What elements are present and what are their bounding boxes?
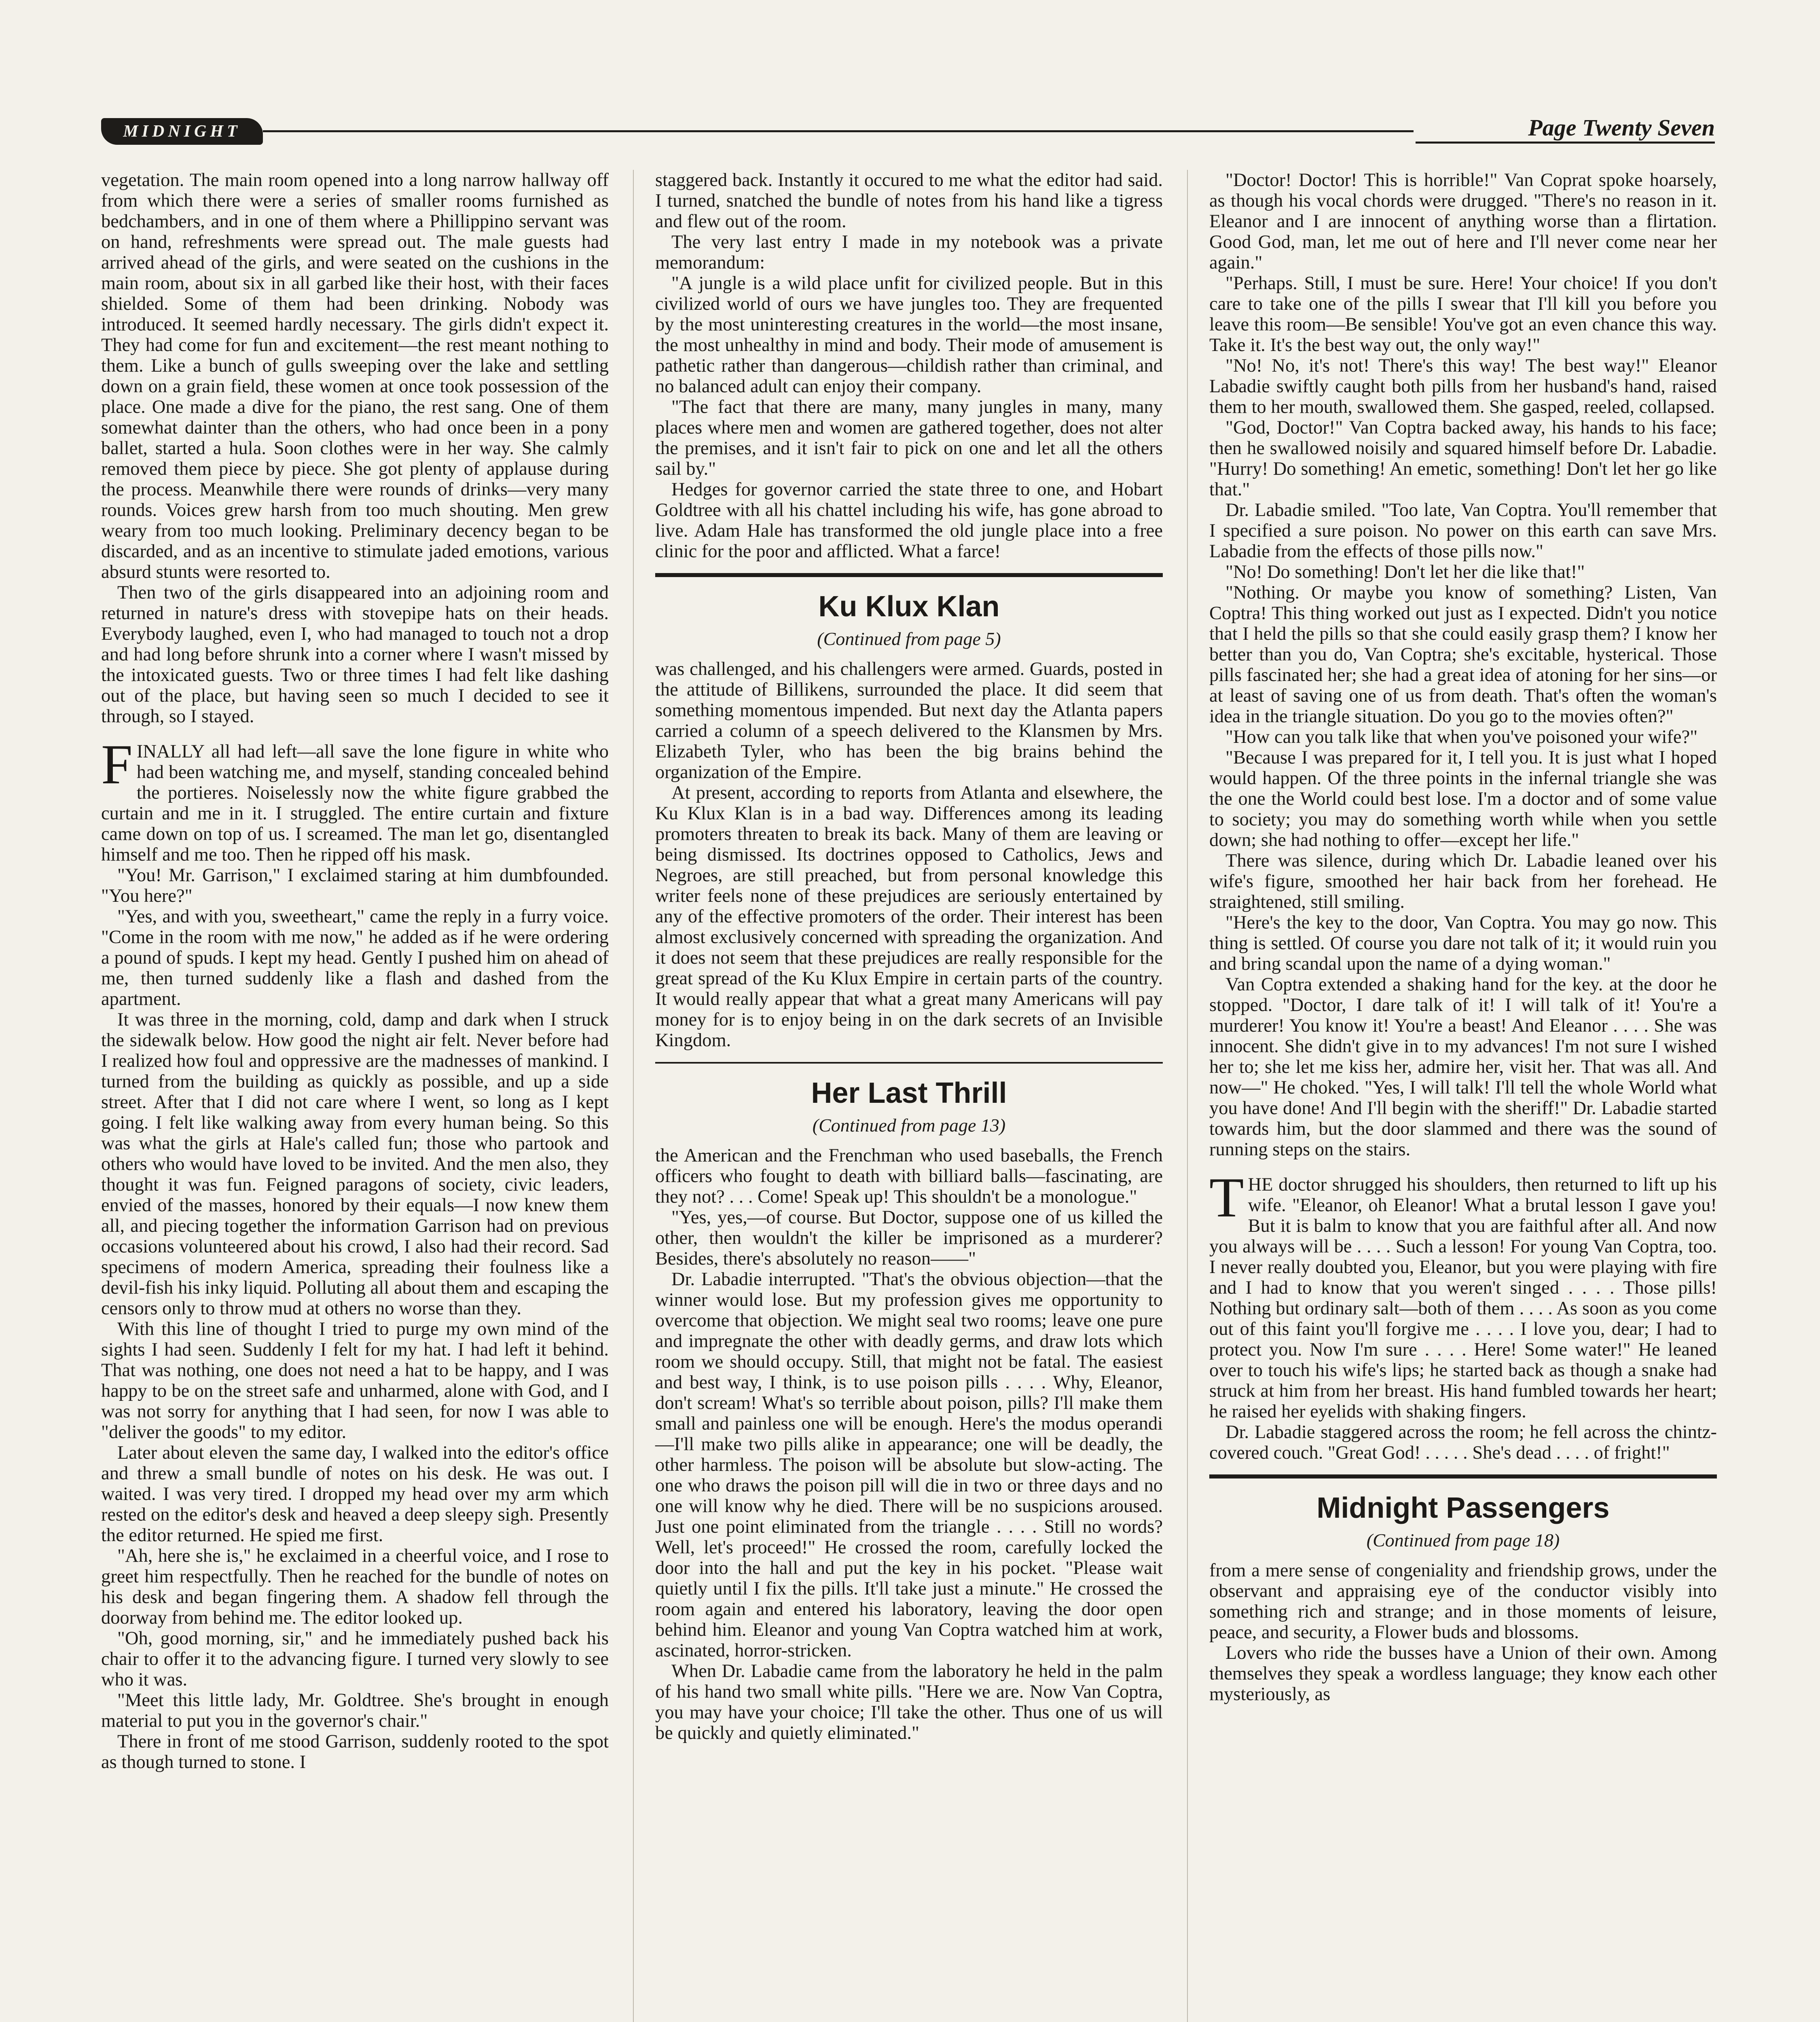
- column-divider: [1187, 170, 1188, 2022]
- paragraph: With this line of thought I tried to purge my own mind of the sights I had seen. Suddenly I felt for my hat. I had left it behind. That was nothing, one does not need a hat to be happy, and I was happy to be on the street safe and unharmed, alone with God, and I was not sorry for anything that I had seen, for now I was able to "deliver the goods" to my editor.: [101, 1319, 609, 1442]
- paragraph: Then two of the girls disappeared into an adjoining room and returned in nature's dress with stovepipe hats on their heads. Everybody laughed, even I, who had managed to touch not a drop and had long before shrunk into a corner where I wasn't missed by the intoxicated guests. Two or three times I had felt like dashing out of the place, but having seen so much I decided to see it through, so I stayed.: [101, 582, 609, 727]
- header-rule: [263, 130, 1414, 132]
- paragraph: "Meet this little lady, Mr. Goldtree. She's brought in enough material to put you in the governor's chair.": [101, 1690, 609, 1731]
- paragraph: "A jungle is a wild place unfit for civilized people. But in this civilized world of ours we have jungles too. They are frequented by the most uninteresting creatures in the world—the most insane, the most unhealthy in mind and body. Their mode of amusement is pathetic rather than dangerous—childish rather than criminal, and no balanced adult can enjoy their company.: [655, 273, 1163, 397]
- paragraph: There in front of me stood Garrison, suddenly rooted to the spot as though turned to stone. I: [101, 1731, 609, 1772]
- section-title-ku-klux-klan: Ku Klux Klan: [818, 590, 1000, 623]
- section-rule: [1209, 1474, 1717, 1478]
- paragraph: "Ah, here she is," he exclaimed in a cheerful voice, and I rose to greet him respectfully. Then he reached for the bundle of notes on his desk and began fingering them. A shadow fell through the doorway from behind me. The editor looked up.: [101, 1546, 609, 1628]
- column-1: [101, 170, 609, 1772]
- paragraph: Dr. Labadie interrupted. "That's the obvious objection—that the winner would lose. But my profession gives me opportunity to overcome that objection. We might seal two rooms; leave one pure and impregnate the other with deadly germs, and draw lots which room we should occupy. Still, that might not be fatal. The easiest and best way, I think, is to use poison pills . . . . Why, Eleanor, don't scream! What's so terrible about poison, pills? I'll make them small and painless one will be enough. Here's the modus operandi—I'll make two pills alike in appearance; one will be deadly, the other harmless. The poison will be absolute but slow-acting. The one who draws the poison pill will die in two or three days and no one will know why he died. There will be no suspicions aroused. Just one point eliminated from the triangle . . . . Still no words? Well, let's proceed!" He crossed the room, carefully locked the door into the hall and put the key in his pocket. "Please wait quietly until I fix the pills. It'll take just a minute." He crossed the room again and entered his laboratory, leaving the door open behind him. Eleanor and young Van Coptra watched him at work, ascinated, horror-stricken.: [655, 1269, 1163, 1661]
- paragraph: "The fact that there are many, many jungles in many, many places where men and women are gathered together, does not alter the premises, and it isn't fair to pick on one and let all the others sail by.": [655, 397, 1163, 479]
- masthead-title: MIDNIGHT: [123, 122, 241, 141]
- section-title-midnight-passengers: Midnight Passengers: [1316, 1492, 1610, 1524]
- paragraph: Lovers who ride the busses have a Union of their own. Among themselves they speak a wordless language; they know each other mysteriously, as: [1209, 1643, 1717, 1705]
- paragraph: "How can you talk like that when you've poisoned your wife?": [1225, 727, 1698, 747]
- paragraph: Dr. Labadie staggered across the room; he fell across the chintz-covered couch. "Great God! . . . . . She's dead . . . . of fright!": [1209, 1422, 1717, 1463]
- page-number-underline: [1416, 142, 1715, 144]
- paragraph: "Perhaps. Still, I must be sure. Here! Your choice! If you don't care to take one of the pills I swear that I'll kill you before you leave this room—Be sensible! You've got an even chance this way. Take it. It's the best way out, the only way!": [1209, 273, 1717, 355]
- section-title-her-last-thrill: Her Last Thrill: [811, 1077, 1007, 1109]
- section-rule: [655, 1062, 1163, 1064]
- paragraph: The very last entry I made in my notebook was a private memorandum:: [655, 232, 1163, 273]
- paragraph: "God, Doctor!" Van Coptra backed away, his hands to his face; then he swallowed noisily and squared himself before Dr. Labadie. "Hurry! Do something! An emetic, something! Don't let her go like that.": [1209, 417, 1717, 500]
- paragraph: There was silence, during which Dr. Labadie leaned over his wife's figure, smoothed her hair back from her forehead. He straightened, still smiling.: [1209, 850, 1717, 912]
- paragraph: "Oh, good morning, sir," and he immediately pushed back his chair to offer it to the advancing figure. I turned very slowly to see who it was.: [101, 1628, 609, 1690]
- paragraph: "Yes, yes,—of course. But Doctor, suppose one of us killed the other, then wouldn't the killer be imprisoned as a murderer? Besides, there's absolutely no reason——": [655, 1207, 1163, 1269]
- paragraph: At present, according to reports from Atlanta and elsewhere, the Ku Klux Klan is in a bad way. Differences among its leading promoters threaten to break its back. Many of them are leaving or being dismissed. Its doctrines opposed to Catholics, Jews and Negroes, are still preached, but from personal knowledge this writer feels none of these prejudices are seriously entertained by any of the effective promoters of the order. Their interest has been almost exclusively concerned with spreading the organization. And it does not seem that these prejudices are really responsible for the great spread of the Ku Klux Empire in certain parts of the country. It would really appear that what a great many Americans will pay money for is to enjoy being in on the dark secrets of an Invisible Kingdom.: [655, 783, 1163, 1051]
- page-number: Page Twenty Seven: [1528, 114, 1715, 141]
- paragraph: staggered back. Instantly it occured to me what the editor had said. I turned, snatched the bundle of notes from his hand like a tigress and flew out of the room.: [655, 170, 1163, 232]
- paragraph: "Yes, and with you, sweetheart," came the reply in a furry voice. "Come in the room with me now," he added as if he were ordering a pound of spuds. I kept my head. Gently I pushed him on ahead of me, then turned suddenly like a flash and dashed from the apartment.: [101, 906, 609, 1009]
- column-3: [1209, 170, 1717, 1705]
- paragraph: "Nothing. Or maybe you know of something? Listen, Van Coptra! This thing worked out just as I expected. Didn't you notice that I held the pills so that she could easily grasp them? I know her better than you do, Van Coptra; she's excitable, hysterical. Those pills fascinated her; she had a great idea of atoning for her sins—or at least of saving one of us from death. That's often the woman's idea in the triangle situation. Do you go to the movies often?": [1209, 582, 1717, 727]
- paragraph: "You! Mr. Garrison," I exclaimed staring at him dumbfounded. "You here?": [101, 865, 609, 906]
- paragraph: Later about eleven the same day, I walked into the editor's office and threw a small bundle of notes on his desk. He was out. I waited. I was very tired. I dropped my head over my arm which rested on the editor's desk and heaved a deep sleepy sigh. Presently the editor returned. He spied me first.: [101, 1442, 609, 1546]
- paragraph: "Because I was prepared for it, I tell you. It is just what I hoped would happen. Of the three points in the infernal triangle she was the one the World could best lose. I'm a doctor and of some value to society; you may do something worth while when you settle down; she had nothing to offer—except her life.": [1209, 747, 1717, 850]
- continued-note: (Continued from page 18): [1366, 1530, 1560, 1550]
- column-2: [655, 170, 1163, 1743]
- masthead-logo: [101, 118, 263, 145]
- paragraph-drop-cap: FINALLY all had left—all save the lone figure in white who had been watching me, and myself, standing concealed behind the portieres. Noiselessly now the white figure grabbed the curtain and me in it. I struggled. The entire curtain and fixture came down on top of us. I screamed. The man let go, disentangled himself and me too. Then he ripped off his mask.: [101, 733, 609, 865]
- paragraph: vegetation. The main room opened into a long narrow hallway off from which there were a series of smaller rooms furnished as bedchambers, and in one of them where a Phillippino servant was on hand, refreshments were spread out. The male guests had arrived ahead of the girls, and were seated on the cushions in the main room, about six in all garbed like their host, with their faces shielded. Some of them had been drinking. Nobody was introduced. It seemed hardly necessary. The girls didn't expect it. They had come for fun and excitement—the rest meant nothing to them. Like a bunch of gulls sweeping over the lake and settling down on a grain field, these women at once took possession of the place. One made a dive for the piano, the rest sang. One of them somewhat dainter than the others, who had once been in a pony ballet, started a hula. Soon clothes were in her way. She calmly removed them piece by piece. She got plenty of applause during the process. Meanwhile there were rounds of drinks—very many rounds. Voices grew harsh from too much shouting. Men grew weary from too much looking. Preliminary decency began to be discarded, and as an incentive to stimulate jaded emotions, various absurd stunts were resorted to.: [101, 170, 609, 582]
- paragraph: was challenged, and his challengers were armed. Guards, posted in the attitude of Billikens, surrounded the place. It did seem that something momentous impended. But next day the Atlanta papers carried a column of a speech delivered to the Klansmen by Mrs. Elizabeth Tyler, who has been the big brains behind the organization of the Empire.: [655, 659, 1163, 783]
- continued-note: (Continued from page 5): [817, 628, 1001, 649]
- continued-note: (Continued from page 13): [812, 1115, 1006, 1136]
- paragraph: "Doctor! Doctor! This is horrible!" Van Coprat spoke hoarsely, as though his vocal chords were drugged. "There's no reason in it. Eleanor and I are innocent of anything worse than a flirtation. Good God, man, let me out of here and I'll never come near her again.": [1209, 170, 1717, 273]
- paragraph: "Here's the key to the door, Van Coptra. You may go now. This thing is settled. Of course you dare not talk of it; it would ruin you and bring scandal upon the name of a dying woman.": [1209, 912, 1717, 974]
- section-rule: [655, 573, 1163, 577]
- column-divider: [633, 170, 634, 2022]
- paragraph: Van Coptra extended a shaking hand for the key. at the door he stopped. "Doctor, I dare talk of it! I will talk of it! You're a murderer! You know it! You're a beast! And Eleanor . . . . She was innocent. She didn't give in to my advances! I'm not sure I wished her to; she let me kiss her, admire her, visit her. That was all. And now—" He choked. "Yes, I will talk! I'll tell the whole World what you have done! And I'll begin with the sheriff!" Dr. Labadie started towards him, but the door slammed and there was the sound of running steps on the stairs.: [1209, 974, 1717, 1160]
- paragraph: Hedges for governor carried the state three to one, and Hobart Goldtree with all his chattel including his wife, has gone abroad to live. Adam Hale has transformed the old jungle place into a free clinic for the poor and afflicted. What a farce!: [655, 479, 1163, 562]
- paragraph: the American and the Frenchman who used baseballs, the French officers who fought to death with billiard balls—fascinating, are they not? . . . Come! Speak up! This shouldn't be a monologue.": [655, 1145, 1163, 1207]
- paragraph: "No! No, it's not! There's this way! The best way!" Eleanor Labadie swiftly caught both pills from her husband's hand, raised them to her mouth, swallowed them. She gasped, reeled, collapsed.: [1209, 355, 1717, 417]
- paragraph: "No! Do something! Don't let her die like that!": [1225, 562, 1585, 582]
- paragraph: from a mere sense of congeniality and friendship grows, under the observant and appraising eye of the conductor visibly into something rich and strange; and in those moments of leisure, peace, and security, a Flower buds and blossoms.: [1209, 1560, 1717, 1643]
- paragraph-drop-cap: THE doctor shrugged his shoulders, then returned to lift up his wife. "Eleanor, oh Eleanor! What a brutal lesson I gave you! But it is balm to know that you are faithful after all. And now you always will be . . . . Such a lesson! For young Van Coptra, too. I never really doubted you, Eleanor, but you were playing with fire and I had to know that you weren't singed . . . . Those pills! Nothing but ordinary salt—both of them . . . . As soon as you come out of this faint you'll forgive me . . . . I love you, dear; I had to protect you. Now I'm sure . . . . Here! Some water!" He leaned over to touch his wife's lips; he started back as though a snake had struck at him from her breast. His hand fumbled towards her heart; he raised her eyelids with shaking fingers.: [1209, 1166, 1717, 1422]
- paragraph: When Dr. Labadie came from the laboratory he held in the palm of his hand two small white pills. "Here we are. Now Van Coptra, you may have your choice; I'll take the other. Thus one of us will be quickly and quietly eliminated.": [655, 1661, 1163, 1743]
- paragraph: Dr. Labadie smiled. "Too late, Van Coptra. You'll remember that I specified a sure poison. No power on this earth can save Mrs. Labadie from the effects of those pills now.": [1209, 500, 1717, 562]
- paragraph: It was three in the morning, cold, damp and dark when I struck the sidewalk below. How good the night air felt. Never before had I realized how foul and oppressive are the madnesses of mankind. I turned from the building as quickly as possible, and up a side street. After that I did not care where I went, so long as I kept going. I felt like walking away from every human being. So this was what the girls at Hale's called fun; those who partook and others who would have loved to be invited. And the men also, they thought it was fun. Feigned paragons of society, civic leaders, envied of the masses, honored by their equals—I now knew them all, and piecing together the information Garrison had on previous occasions volunteered about his crowd, I also had their record. Sad specimens of modern America, spreading their foulness like a devil-fish his inky liquid. Polluting all about them and escaping the censors only to throw mud at others no worse than they.: [101, 1009, 609, 1319]
